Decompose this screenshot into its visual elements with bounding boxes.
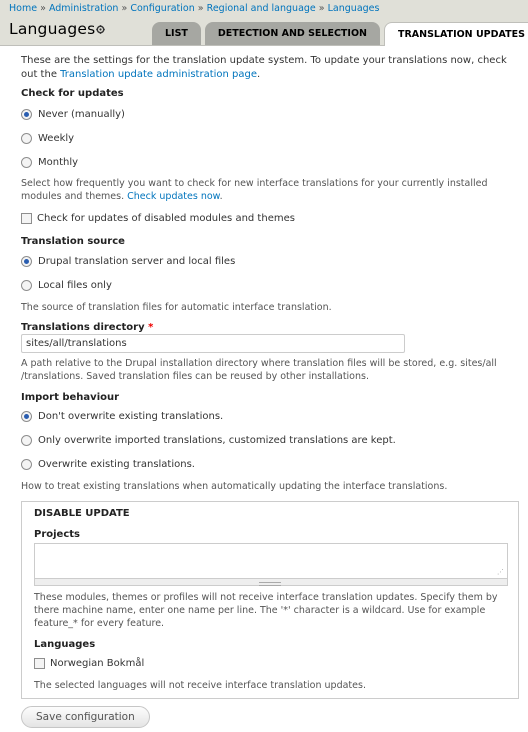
check-for-updates-title: Check for updates <box>21 88 124 99</box>
disabled-modules-label: Check for updates of disabled modules and themes <box>37 212 295 224</box>
radio-label-never: Never (manually) <box>38 108 125 120</box>
radio-button[interactable] <box>21 435 32 446</box>
breadcrumb-administration[interactable]: Administration <box>48 3 119 14</box>
radio-label-overwrite-imported: Only overwrite imported translations, customized translations are kept. <box>38 434 396 446</box>
radio-button[interactable] <box>21 459 32 470</box>
intro-sentence: These are the settings for the translation update system. To update your translations now, check out the <box>21 55 507 80</box>
language-checkbox[interactable] <box>34 658 45 669</box>
breadcrumb-regional-language[interactable]: Regional and language <box>206 3 316 14</box>
breadcrumb-separator: » <box>121 3 128 14</box>
check-for-updates-description <box>21 177 518 203</box>
disabled-modules-checkbox-row[interactable] <box>21 206 518 230</box>
radio-label-remote-and-local: Drupal translation server and local files <box>38 255 236 267</box>
gear-icon[interactable] <box>96 25 105 34</box>
translation-source-title: Translation source <box>21 236 125 247</box>
radio-never[interactable] <box>21 102 518 126</box>
radio-button[interactable] <box>21 133 32 144</box>
projects-textarea-wrapper <box>34 543 508 586</box>
translations-directory-label: Translations directory <box>21 322 145 333</box>
radio-button-selected[interactable] <box>21 109 32 120</box>
radio-label-overwrite-all: Overwrite existing translations. <box>38 458 195 470</box>
projects-title: Projects <box>34 529 81 540</box>
settings-form <box>0 46 528 728</box>
tab-list[interactable]: LIST <box>152 22 201 45</box>
breadcrumb-separator: » <box>40 3 46 14</box>
save-configuration-button[interactable]: Save configuration <box>21 706 150 728</box>
radio-local-only[interactable] <box>21 273 518 297</box>
radio-keep-translations[interactable] <box>21 404 518 428</box>
resize-corner-icon: ⋰ <box>497 568 504 576</box>
translation-source-description: The source of translation files for automatic interface translation. <box>21 302 332 313</box>
breadcrumb-separator: » <box>318 3 325 14</box>
breadcrumb-languages[interactable]: Languages <box>327 3 380 14</box>
radio-weekly[interactable] <box>21 126 518 150</box>
radio-label-monthly: Monthly <box>38 156 79 168</box>
radio-label-local-only: Local files only <box>38 279 112 291</box>
page-header <box>0 0 528 46</box>
translations-directory-title <box>21 322 518 333</box>
radio-overwrite-all[interactable] <box>21 452 518 476</box>
breadcrumb-home[interactable]: Home <box>9 3 38 14</box>
disable-update-fieldset <box>21 501 519 699</box>
intro-end: . <box>257 69 261 80</box>
radio-overwrite-imported[interactable] <box>21 428 518 452</box>
radio-remote-and-local[interactable] <box>21 249 518 273</box>
disabled-modules-checkbox[interactable] <box>21 213 32 224</box>
radio-monthly[interactable] <box>21 150 518 174</box>
textarea-resize-handle[interactable] <box>34 578 508 586</box>
import-behaviour-description: How to treat existing translations when automatically updating the interface translations. <box>21 481 448 492</box>
disable-update-legend: DISABLE UPDATE <box>34 508 130 519</box>
page-title: Languages <box>9 20 96 38</box>
required-marker: * <box>148 322 154 333</box>
translations-directory-description: A path relative to the Drupal installation directory where translation files will be stored, e.g. sites/all /translations. Saved translation files can be reused by other installations. <box>21 358 497 382</box>
tab-detection-selection[interactable]: DETECTION AND SELECTION <box>205 22 380 45</box>
languages-title: Languages <box>34 639 96 650</box>
breadcrumb-separator: » <box>197 3 204 14</box>
projects-textarea[interactable] <box>34 543 508 578</box>
radio-label-weekly: Weekly <box>38 132 75 144</box>
translation-update-admin-link[interactable]: Translation update administration page <box>60 69 258 80</box>
check-for-updates-desc-text: Select how frequently you want to check for new interface translations for your currently installed modules and themes. <box>21 178 488 202</box>
language-checkbox-label: Norwegian Bokmål <box>50 657 145 669</box>
radio-button[interactable] <box>21 280 32 291</box>
check-updates-now-end: . <box>219 191 223 202</box>
tab-translation-updates[interactable]: TRANSLATION UPDATES <box>384 22 528 46</box>
language-checkbox-row[interactable] <box>34 651 508 675</box>
tabs <box>152 22 528 46</box>
breadcrumb-configuration[interactable]: Configuration <box>130 3 195 14</box>
import-behaviour-title: Import behaviour <box>21 392 120 403</box>
projects-description: These modules, themes or profiles will not receive interface translation updates. Specify them by there machine name, enter one name per line. The '*' character is a wildcard. Use for example feature_* for every feature. <box>34 592 498 629</box>
radio-button[interactable] <box>21 157 32 168</box>
intro-text <box>21 54 518 82</box>
languages-description: The selected languages will not receive interface translation updates. <box>34 680 366 691</box>
translations-directory-input[interactable] <box>21 334 405 353</box>
breadcrumb <box>9 3 379 14</box>
radio-button-selected[interactable] <box>21 411 32 422</box>
check-updates-now-link[interactable]: Check updates now <box>127 191 220 202</box>
radio-label-keep: Don't overwrite existing translations. <box>38 410 224 422</box>
radio-button-selected[interactable] <box>21 256 32 267</box>
